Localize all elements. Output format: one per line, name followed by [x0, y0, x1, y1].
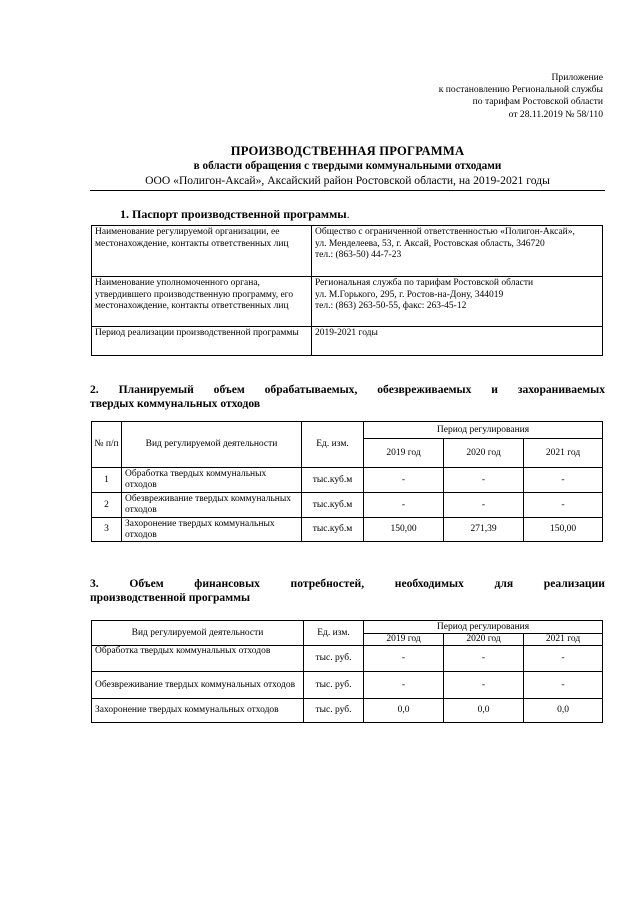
section2-heading-line: 2. Планируемый объем обрабатываемых, обезвреживаемых и захораниваемых	[90, 383, 605, 396]
table-row	[92, 277, 603, 327]
appendix-note	[439, 72, 603, 121]
passport-label: Наименование регулируемой организации, ее местонахождение, контакты ответственных лиц	[92, 226, 312, 277]
year-header: 2019 год	[364, 634, 444, 646]
row-value: 271,39	[444, 518, 524, 542]
row-unit: тыс.куб.м	[302, 468, 364, 493]
table-header-row	[92, 422, 603, 439]
passport-value	[312, 226, 603, 277]
row-num: 2	[92, 493, 122, 518]
appendix-line: к постановлению Региональной службы	[438, 84, 603, 96]
year-header: 2021 год	[524, 634, 603, 646]
table-row	[92, 226, 603, 277]
value-line: Общество с ограниченной ответственностью «Полигон-Аксай»,	[315, 227, 575, 237]
title-main: ПРОИЗВОДСТВЕННАЯ ПРОГРАММА	[230, 144, 465, 158]
value-line: ул. М.Горького, 295, г. Ростов-на-Дону, 344019	[315, 289, 504, 300]
volume-table	[91, 421, 603, 542]
row-activity: Обработка твердых коммунальных отходов	[122, 468, 302, 493]
appendix-line: по тарифам Ростовской области	[472, 96, 603, 108]
heading-word: финансовых	[194, 577, 260, 590]
heading-word: 3.	[90, 577, 99, 590]
year-header: 2021 год	[524, 439, 603, 468]
passport-label: Наименование уполномоченного органа, утвердившего производственную программу, его местонахождение, контакты ответственных лиц	[92, 277, 312, 327]
col-unit-header: Ед. изм.	[304, 621, 364, 646]
row-value: -	[364, 646, 444, 672]
heading-word: реализации	[543, 577, 605, 590]
document-title	[90, 144, 605, 188]
row-value: -	[364, 468, 444, 493]
heading-word: для	[494, 577, 514, 590]
row-value: 150,00	[524, 518, 603, 542]
row-activity: Обработка твердых коммунальных отходов	[92, 646, 304, 672]
finance-table	[91, 620, 603, 723]
appendix-line: Приложение	[551, 72, 603, 83]
year-header: 2020 год	[444, 634, 524, 646]
row-unit: тыс.куб.м	[302, 493, 364, 518]
col-num-header: № п/п	[92, 422, 122, 468]
value-line: тел.: (863-50) 44-7-23	[315, 250, 402, 260]
col-activity-header: Вид регулируемой деятельности	[92, 621, 304, 646]
appendix-date: от 28.11.2019 № 58/110	[508, 108, 603, 120]
row-value: -	[364, 672, 444, 699]
year-header: 2019 год	[364, 439, 444, 468]
section2-heading-line: твердых коммунальных отходов	[90, 397, 261, 410]
table-row	[92, 672, 603, 699]
heading-word: потребностей,	[290, 577, 365, 590]
row-value: -	[524, 493, 603, 518]
row-value: -	[444, 493, 524, 518]
row-unit: тыс. руб.	[304, 646, 364, 672]
row-num: 1	[92, 468, 122, 493]
table-row	[92, 699, 603, 723]
section1-heading-text: 1. Паспорт производственной программы	[120, 207, 347, 221]
table-header-row	[92, 621, 603, 634]
passport-label: Период реализации производственной программы	[92, 327, 312, 356]
row-value: 150,00	[364, 518, 444, 542]
table-row	[92, 518, 603, 542]
section2-heading	[90, 383, 605, 411]
title-sub: в области обращения с твердыми коммунальными отходами	[193, 160, 502, 172]
title-org: ООО «Полигон-Аксай», Аксайский район Ростовской области, на 2019-2021 годы	[145, 174, 550, 187]
col-unit-header: Ед. изм.	[302, 422, 364, 468]
section1-heading: 1. Паспорт производственной программы.	[120, 207, 350, 221]
row-value: -	[524, 672, 603, 699]
row-value: 0,0	[364, 699, 444, 723]
table-row	[92, 327, 603, 356]
value-line: тел.: (863) 263-50-55, факс: 263-45-12	[315, 301, 467, 311]
value-line: ул. Менделеева, 53, г. Аксай, Ростовская область, 346720	[315, 238, 545, 249]
row-activity: Захоронение твердых коммунальных отходов	[122, 518, 302, 542]
row-unit: тыс. руб.	[304, 672, 364, 699]
row-unit: тыс.куб.м	[302, 518, 364, 542]
col-activity-header: Вид регулируемой деятельности	[122, 422, 302, 468]
table-row	[92, 468, 603, 493]
row-value: -	[444, 646, 524, 672]
row-value: -	[524, 646, 603, 672]
value-line: Региональная служба по тарифам Ростовской области	[315, 278, 534, 288]
col-period-header: Период регулирования	[364, 422, 603, 439]
row-unit: тыс. руб.	[304, 699, 364, 723]
title-divider	[90, 190, 605, 191]
heading-word: Объем	[129, 577, 164, 590]
row-value: 0,0	[444, 699, 524, 723]
year-header: 2020 год	[444, 439, 524, 468]
row-activity: Захоронение твердых коммунальных отходов	[92, 699, 304, 723]
section3-heading-line: производственной программы	[90, 591, 251, 604]
section3-heading-line	[90, 577, 605, 591]
row-value: -	[444, 672, 524, 699]
row-value: -	[524, 468, 603, 493]
value-line: 2019-2021 годы	[315, 328, 378, 338]
passport-table	[91, 225, 603, 356]
table-row	[92, 493, 603, 518]
row-activity: Обезвреживание твердых коммунальных отходов	[92, 672, 304, 699]
table-row	[92, 646, 603, 672]
section3-heading	[90, 577, 605, 605]
row-value: -	[444, 468, 524, 493]
row-value: 0,0	[524, 699, 603, 723]
row-activity: Обезвреживание твердых коммунальных отходов	[122, 493, 302, 518]
row-value: -	[364, 493, 444, 518]
col-period-header: Период регулирования	[364, 621, 603, 634]
passport-value	[312, 277, 603, 327]
heading-word: необходимых	[394, 577, 464, 590]
passport-value	[312, 327, 603, 356]
row-num: 3	[92, 518, 122, 542]
